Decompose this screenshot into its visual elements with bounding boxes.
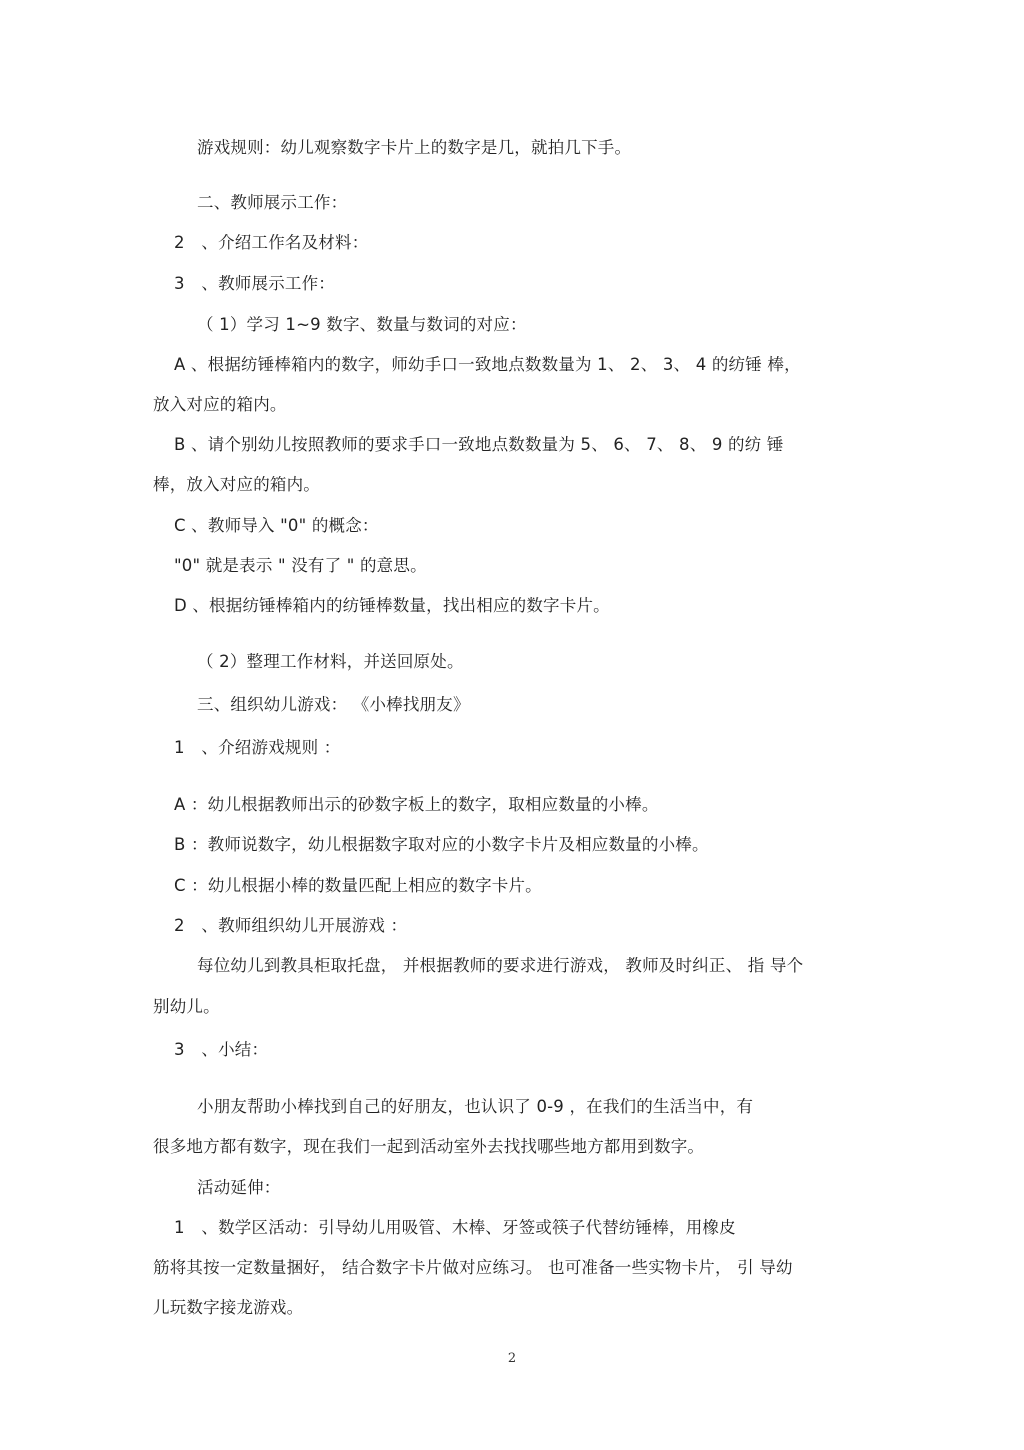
text-line: A 、根据纺锤棒箱内的数字，师幼手口一致地点数数量为 1、 2、 3、 4 的纺锤 棒，	[174, 355, 801, 374]
text-line: 1 、数学区活动：引导幼儿用吸管、木棒、牙签或筷子代替纺锤棒，用橡皮	[174, 1218, 736, 1237]
text-line: B ：教师说数字，幼儿根据数字取对应的小数字卡片及相应数量的小棒。	[174, 835, 709, 854]
page-number: 2	[507, 1351, 517, 1366]
section-heading: 三、组织幼儿游戏： 《小棒找朋友》	[197, 695, 470, 714]
section-heading: 活动延伸：	[197, 1178, 281, 1197]
text-line: B 、请个别幼儿按照教师的要求手口一致地点数数量为 5、 6、 7、 8、 9 的纺 锤	[174, 435, 784, 454]
text-line: D 、根据纺锤棒箱内的纺锤棒数量，找出相应的数字卡片。	[174, 596, 610, 615]
text-line: 小朋友帮助小棒找到自己的好朋友，也认识了 0-9 ，在我们的生活当中，有	[197, 1097, 754, 1116]
text-line: "0" 就是表示 " 没有了 " 的意思。	[174, 556, 427, 575]
text-line: 3 、小结：	[174, 1040, 269, 1059]
text-line: （ 1）学习 1~9 数字、数量与数词的对应：	[197, 315, 527, 334]
text-line: 筋将其按一定数量捆好， 结合数字卡片做对应练习。 也可准备一些实物卡片， 引 导幼	[153, 1258, 793, 1277]
text-line: 1 、介绍游戏规则 ：	[174, 738, 341, 757]
text-line: 放入对应的箱内。	[153, 395, 287, 414]
text-line: C 、教师导入 "0" 的概念：	[174, 516, 379, 535]
text-line: （ 2）整理工作材料，并送回原处。	[197, 652, 464, 671]
text-line: A ：幼儿根据教师出示的砂数字板上的数字，取相应数量的小棒。	[174, 795, 659, 814]
section-heading: 二、教师展示工作：	[197, 193, 348, 212]
text-line: 儿玩数字接龙游戏。	[153, 1298, 304, 1317]
text-line: 棒，放入对应的箱内。	[153, 475, 320, 494]
text-line: 3 、教师展示工作：	[174, 274, 335, 293]
text-line: 很多地方都有数字，现在我们一起到活动室外去找找哪些地方都用到数字。	[153, 1137, 705, 1156]
text-line: 2 、介绍工作名及材料：	[174, 233, 369, 252]
text-line: 游戏规则：幼儿观察数字卡片上的数字是几，就拍几下手。	[197, 138, 632, 157]
text-line: 2 、教师组织幼儿开展游戏 ：	[174, 916, 408, 935]
text-line: 别幼儿。	[153, 997, 220, 1016]
text-line: 每位幼儿到教具柜取托盘， 并根据教师的要求进行游戏， 教师及时纠正、 指 导个	[197, 956, 804, 975]
text-line: C ：幼儿根据小棒的数量匹配上相应的数字卡片。	[174, 876, 542, 895]
